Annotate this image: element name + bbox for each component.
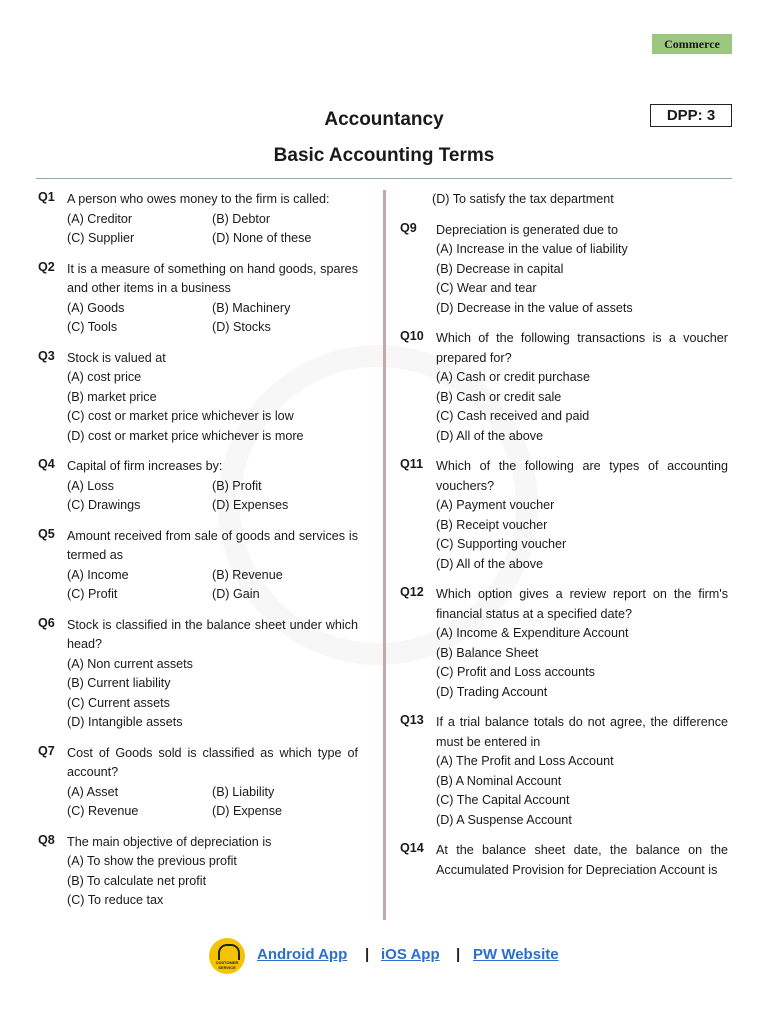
question-number: Q10 [400, 329, 424, 343]
question-stem: A person who owes money to the firm is called: [67, 192, 330, 206]
answer-option: (D) None of these [212, 231, 312, 245]
answer-option: (C) Profit and Loss accounts [436, 665, 595, 679]
answer-option: (D) A Suspense Account [436, 812, 572, 827]
dpp-label: DPP: 3 [650, 104, 732, 127]
answer-option: (B) Receipt voucher [436, 517, 548, 532]
answer-option: (D) Intangible assets [67, 715, 183, 729]
answer-option: (A) Loss [67, 478, 114, 493]
answer-option: (B) To calculate net profit [67, 873, 207, 888]
question-q9 [400, 221, 728, 319]
question-q6 [38, 616, 358, 733]
customer-service-logo-icon: CUSTOMER SERVICE [209, 938, 245, 974]
answer-option: (C) To reduce tax [67, 893, 164, 907]
answer-option: (C) Tools [67, 320, 118, 334]
question-number: Q3 [38, 348, 55, 363]
question-stem: Amount received from sale of goods and services is termed as [67, 528, 358, 562]
answer-option: (B) Current liability [67, 676, 171, 690]
header-divider [36, 178, 732, 179]
answer-option: (D) All of the above [436, 556, 544, 571]
answer-option: (B) Revenue [212, 567, 283, 582]
answer-option: (D) Gain [212, 587, 260, 601]
answer-option: (C) Cash received and paid [436, 409, 590, 423]
question-q14 [400, 841, 728, 880]
continued-option: (D) To satisfy the tax department [432, 192, 614, 206]
answer-option: (C) Profit [67, 587, 118, 601]
answer-option: (D) All of the above [436, 428, 544, 443]
left-column [38, 190, 358, 922]
question-number: Q14 [400, 841, 424, 855]
answer-option: (B) Debtor [212, 211, 271, 226]
answer-option: (C) Supporting voucher [436, 537, 567, 551]
question-q13 [400, 713, 728, 830]
answer-option: (A) Non current assets [67, 656, 193, 671]
question-q4 [38, 457, 358, 516]
question-q11 [400, 457, 728, 574]
question-number: Q1 [38, 190, 55, 204]
footer-separator: | [456, 946, 461, 963]
answer-option: (A) Creditor [67, 211, 133, 226]
answer-option: (B) Machinery [212, 300, 291, 315]
question-number: Q12 [400, 585, 424, 599]
question-q12 [400, 585, 728, 702]
answer-option: (C) Revenue [67, 804, 139, 818]
question-number: Q5 [38, 526, 55, 541]
answer-option: (A) Payment voucher [436, 498, 555, 512]
commerce-badge: Commerce [652, 34, 732, 54]
answer-option: (B) market price [67, 389, 157, 404]
answer-option: (B) Cash or credit sale [436, 389, 562, 404]
question-number: Q13 [400, 713, 424, 727]
question-number: Q11 [400, 457, 424, 471]
answer-option: (D) Expense [212, 804, 282, 818]
answer-option: (A) Goods [67, 300, 125, 315]
question-stem: Capital of firm increases by: [67, 459, 223, 473]
topic-title: Basic Accounting Terms [273, 145, 495, 166]
question-stem: Which option gives a review report on the firm's financial status at a specified date? [436, 587, 728, 621]
answer-option: (D) Stocks [212, 320, 271, 334]
answer-option: (C) Drawings [67, 498, 141, 512]
android-app-link[interactable]: Android App [257, 946, 348, 963]
question-q10 [400, 329, 728, 446]
question-stem: If a trial balance totals do not agree, the difference must be entered in [436, 715, 728, 749]
question-q2 [38, 260, 358, 338]
column-divider [383, 190, 386, 920]
answer-option: (A) Asset [67, 784, 119, 799]
question-stem: Stock is valued at [67, 350, 166, 365]
question-q5 [38, 527, 358, 605]
answer-option: (C) Current assets [67, 695, 170, 710]
question-stem: Depreciation is generated due to [436, 222, 619, 237]
footer [0, 938, 768, 974]
answer-option: (C) The Capital Account [436, 793, 570, 807]
answer-option: (A) cost price [67, 370, 142, 384]
ios-app-link[interactable]: iOS App [381, 946, 440, 963]
question-stem: It is a measure of something on hand goods, spares and other items in a business [67, 261, 358, 295]
question-number: Q2 [38, 259, 55, 274]
pw-website-link[interactable]: PW Website [473, 946, 559, 963]
question-stem: Which of the following are types of accounting vouchers? [436, 459, 728, 493]
answer-option: (A) The Profit and Loss Account [436, 754, 614, 768]
question-number: Q4 [38, 457, 55, 471]
subject-title: Accountancy [324, 109, 444, 130]
answer-option: (B) A Nominal Account [436, 773, 562, 788]
question-stem: Which of the following transactions is a voucher prepared for? [436, 331, 728, 365]
question-number: Q7 [38, 743, 55, 758]
answer-option: (A) Income [67, 567, 129, 582]
question-stem: The main objective of depreciation is [67, 834, 272, 849]
answer-option: (B) Profit [212, 478, 262, 493]
answer-option: (A) To show the previous profit [67, 854, 237, 868]
question-q3 [38, 349, 358, 447]
answer-option: (A) Increase in the value of liability [436, 242, 628, 256]
answer-option: (D) Expenses [212, 498, 289, 512]
question-number: Q9 [400, 220, 417, 235]
answer-option: (B) Decrease in capital [436, 261, 564, 276]
answer-option: (C) Supplier [67, 231, 135, 245]
question-stem: At the balance sheet date, the balance on the Accumulated Provision for Depreciation Account is [436, 843, 728, 877]
answer-option: (A) Cash or credit purchase [436, 370, 590, 384]
answer-option: (B) Balance Sheet [436, 645, 539, 660]
question-stem: Stock is classified in the balance sheet under which head? [67, 617, 358, 651]
question-q7 [38, 744, 358, 822]
question-q1 [38, 190, 358, 249]
answer-option: (D) Trading Account [436, 684, 548, 699]
answer-option: (C) cost or market price whichever is low [67, 409, 294, 423]
footer-separator: | [365, 946, 370, 963]
answer-option: (B) Liability [212, 784, 275, 799]
question-stem: Cost of Goods sold is classified as which type of account? [67, 745, 358, 779]
question-number: Q8 [38, 832, 55, 847]
question-number: Q6 [38, 615, 55, 630]
right-column [400, 190, 728, 891]
answer-option: (C) Wear and tear [436, 281, 537, 295]
question-q8 [38, 833, 358, 911]
answer-option: (D) Decrease in the value of assets [436, 300, 633, 315]
answer-option: (A) Income & Expenditure Account [436, 626, 629, 640]
answer-option: (D) cost or market price whichever is more [67, 428, 304, 443]
